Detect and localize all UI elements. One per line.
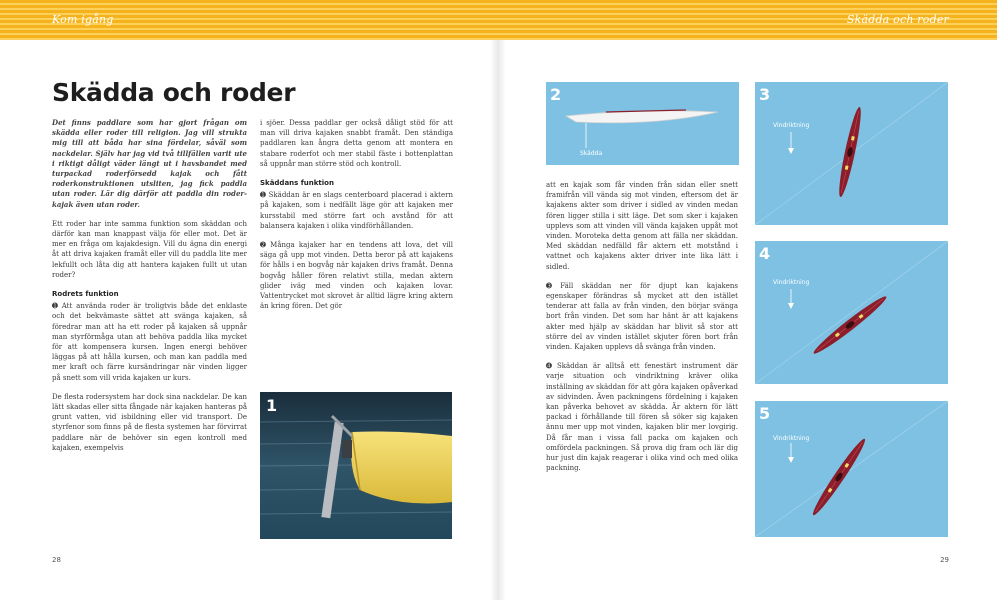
page-gutter [490, 40, 506, 600]
intro-paragraph: Det finns paddlare som har gjort frågan om skädda eller roder till religion. Jag vill strukta mig till att båda har sina fördelar, såväl som nackdelar. Själv har jag vid två tillfällen varit ute i riktigt dåligt väder längt ut i havsbandet med turpackad roderförsedd kajak och fått roderkonstruktionen utsliten, jag fick paddla utan roder. Lär dig därför att paddla din roderkajak även utan roder. [52, 118, 247, 209]
figure-number: 2 [550, 85, 562, 104]
kayak-top-illustration [755, 82, 948, 225]
wind-direction-label: Vindriktning [773, 122, 810, 129]
section-heading: Skäddans funktion [260, 179, 334, 188]
text-column-1 [52, 118, 247, 462]
body-paragraph: att en kajak som får vinden från sidan eller snett framifrån vill vända sig mot vinden, eftersom det är kajakens akter som driver i sidled av vinden medan fören ligger stilla i sitt läge. Det som sker i kajaken upplevs som att vinden vill vända kajaken uppåt mot vinden. Moroteka detta genom att fälla ner skäddan. Med skäddan nedfälld får aktern ett motstånd i vattnet och kajakens akter driver inte lika lätt i sidled. [546, 181, 738, 271]
wind-direction-label: Vindriktning [773, 435, 810, 442]
figure-2-kayak-side [546, 82, 739, 165]
text-column-2 [260, 118, 453, 320]
body-paragraph: i sjöer. Dessa paddlar ger också dåligt stöd för att man vill driva kajaken snabbt framåt. Den ständiga paddlaren kan ångra detta genom att montera en stabare roderfot och mer stabil fäste i bottenplattan så uppnår man större stöd och kontroll. [260, 119, 453, 168]
page-number-left: 28 [52, 556, 61, 564]
body-paragraph: ➊ Skäddan är en slags centerboard placerad i aktern på kajaken, som i nedfällt läge gör att kajaken mer kursstabil med större fart och avstånd för att balansera kajaken i olika vindförhållanden. [260, 191, 453, 230]
kayak-top-illustration [755, 241, 948, 384]
body-paragraph: ➋ Många kajaker har en tendens att lova, det vill säga gå upp mot vinden. Detta beror på att kajakens för hålls i en bogvåg när kajaken drivs framåt. Denna bogvåg håller fören relativt stilla, medan aktern glider iväg med vinden och kajaken lovar. Vattentrycket mot skrovet är alltid lägre kring aktern än kring fören. Det gör [260, 241, 453, 311]
figure-5-kayak-top [755, 401, 948, 537]
figure-number: 1 [266, 396, 278, 415]
body-paragraph: ➊ Att använda roder är troligtvis både det enklaste och det bekvämaste sättet att svänga kajaken, så föredrar man att ha ett roder på kajaken så uppnår man styrförmåga utan att behöva paddla lika mycket för att kompensera kursen. Ingen energi behöver läggas på att hålla kursen, och man kan paddla med mer kraft och färre kursändringar när vinden ligger på snett som vill vrida kajaken ur kurs. [52, 302, 247, 382]
body-paragraph: Ett roder har inte samma funktion som skäddan och därför kan man knappast välja för eller mot. Det är mer en fråga om kajakdesign. Vill du ägna din energi åt att driva kajaken framåt eller vill du paddla lite mer lekfullt och låta dig att hantera kajaken fullt ut utan roder? [52, 219, 247, 279]
section-heading: Rodrets funktion [52, 290, 119, 299]
figure-number: 4 [759, 244, 771, 263]
body-paragraph: ➍ Skäddan är alltså ett fenestärt instrument där varje situation och vindriktning kräver olika inställning av skäddan för att göra kajaken opåverkad av sidvinden. Även packningens fördelning i kajaken kan påverka behovet av skädda. Är aktern för lätt packad i förhållande till fören så söker sig kajaken ännu mer upp mot vinden, kajaken blir mer lovgirig. Då får man i vissa fall packa om kajaken och omfördela packningen. Så prova dig fram och lär dig hur just din kajak reagerar i olika vind och med olika packning. [546, 362, 738, 473]
page-number-right: 29 [940, 556, 949, 564]
section-label-left: Kom igång [52, 13, 114, 26]
wind-direction-label: Vindriktning [773, 279, 810, 286]
body-paragraph: De flesta rodersystem har dock sina nackdelar. De kan lätt skadas eller sitta fångade när kajaken hanteras på grunt vatten, vid isbildning eller vid transport. De styrfenor som finns på de flesta systemen har förvirrat paddlare när de behöver sin egen kontroll med kajaken, exempelvis [52, 392, 247, 452]
header-band [0, 0, 997, 40]
figure-number: 3 [759, 85, 771, 104]
photo-rudder [260, 392, 452, 539]
kayak-top-illustration [755, 401, 948, 537]
kayak-side-illustration [546, 82, 739, 165]
figure-number: 5 [759, 404, 771, 423]
body-paragraph: ➌ Fäll skäddan ner för djupt kan kajakens egenskaper förändras så mycket att den istället tenderar att falla av från vinden, den börjar svänga bort från vinden. Det som har hänt är att kajakens akter med hjälp av skäddan har blivit så stor att större del av vinden istället skjuter fören bort från vinden. Kajaken upplevs då svänga från vinden. [546, 281, 738, 352]
text-column-3 [546, 180, 738, 482]
figure-caption: Skädda [580, 150, 603, 157]
figure-4-kayak-top [755, 241, 948, 384]
rudder-photo-illustration [260, 392, 452, 539]
page-title: Skädda och roder [52, 78, 296, 107]
section-label-right: Skädda och roder [846, 13, 949, 26]
figure-3-kayak-top [755, 82, 948, 225]
